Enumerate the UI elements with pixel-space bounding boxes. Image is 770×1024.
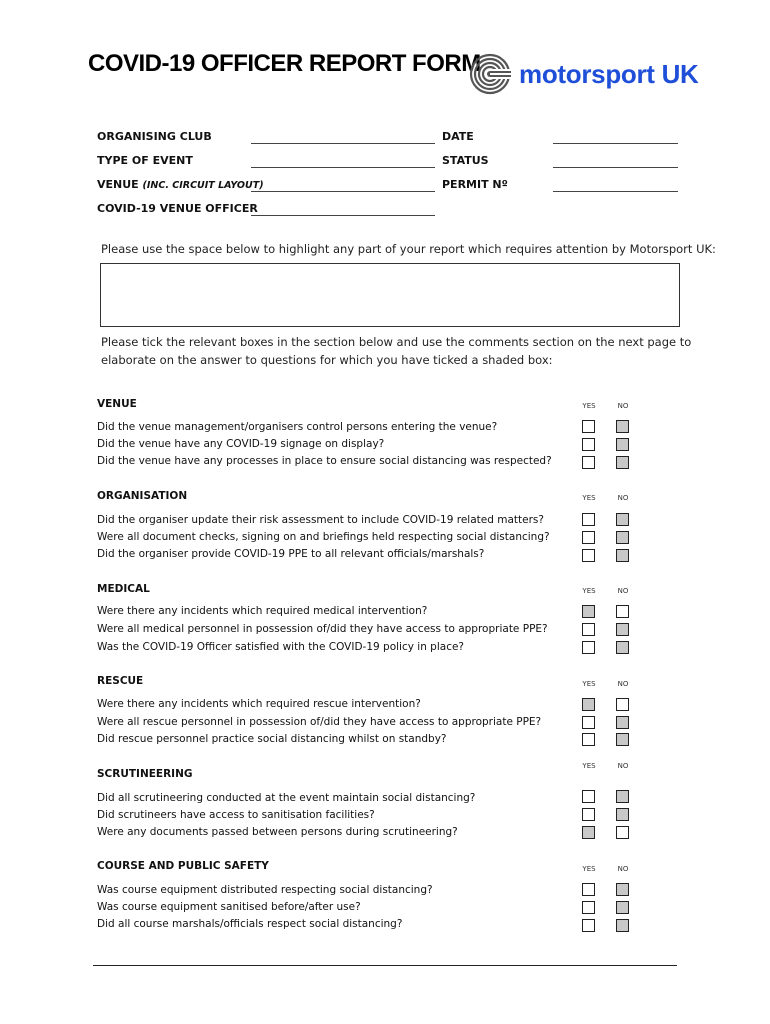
question-text: Did the organiser update their risk assessment to include COVID-19 related matters?: [97, 514, 544, 526]
yes-column-header: YES: [582, 762, 596, 770]
no-checkbox[interactable]: [616, 549, 629, 562]
yes-checkbox[interactable]: [582, 531, 595, 544]
no-column-header: NO: [617, 865, 629, 873]
no-checkbox[interactable]: [616, 733, 629, 746]
yes-checkbox[interactable]: [582, 808, 595, 821]
section-title-rescue: RESCUE: [97, 675, 144, 687]
venue-field[interactable]: [251, 191, 435, 192]
yes-checkbox[interactable]: [582, 623, 595, 636]
yes-checkbox[interactable]: [582, 883, 595, 896]
yes-column-header: YES: [582, 402, 596, 410]
no-checkbox[interactable]: [616, 605, 629, 618]
status-field[interactable]: [553, 167, 678, 168]
section-title-organisation: ORGANISATION: [97, 490, 188, 502]
no-checkbox[interactable]: [616, 641, 629, 654]
no-checkbox[interactable]: [616, 513, 629, 526]
no-column-header: NO: [617, 762, 629, 770]
yes-checkbox[interactable]: [582, 605, 595, 618]
yes-checkbox[interactable]: [582, 826, 595, 839]
yes-checkbox[interactable]: [582, 513, 595, 526]
yes-checkbox[interactable]: [582, 901, 595, 914]
no-checkbox[interactable]: [616, 456, 629, 469]
no-checkbox[interactable]: [616, 698, 629, 711]
yes-checkbox[interactable]: [582, 919, 595, 932]
no-checkbox[interactable]: [616, 716, 629, 729]
yes-checkbox[interactable]: [582, 790, 595, 803]
highlight-prompt: Please use the space below to highlight any part of your report which requires attention by Motorsport UK:: [101, 242, 716, 256]
no-checkbox[interactable]: [616, 826, 629, 839]
question-text: Were all medical personnel in possession of/did they have access to appropriate PPE?: [97, 623, 548, 635]
question-text: Were there any incidents which required medical intervention?: [97, 605, 428, 617]
type-of-event-label: TYPE OF EVENT: [97, 154, 193, 167]
no-column-header: NO: [617, 494, 629, 502]
yes-column-header: YES: [582, 865, 596, 873]
officer-label: COVID-19 VENUE OFFICER: [97, 202, 258, 215]
highlight-comment-box[interactable]: [100, 263, 680, 327]
question-text: Did the organiser provide COVID-19 PPE to all relevant officials/marshals?: [97, 548, 485, 560]
venue-label-note: (INC. CIRCUIT LAYOUT): [142, 180, 264, 191]
yes-column-header: YES: [582, 680, 596, 688]
brand-name: motorsport UK: [519, 58, 699, 89]
motorsport-uk-logo: [469, 53, 699, 95]
no-checkbox[interactable]: [616, 901, 629, 914]
section-title-venue: VENUE: [97, 398, 137, 410]
status-label: STATUS: [442, 154, 489, 167]
yes-column-header: YES: [582, 494, 596, 502]
yes-checkbox[interactable]: [582, 641, 595, 654]
yes-checkbox[interactable]: [582, 438, 595, 451]
no-checkbox[interactable]: [616, 623, 629, 636]
no-checkbox[interactable]: [616, 438, 629, 451]
no-checkbox[interactable]: [616, 790, 629, 803]
no-column-header: NO: [617, 587, 629, 595]
question-text: Was the COVID-19 Officer satisfied with the COVID-19 policy in place?: [97, 641, 465, 653]
question-text: Were all rescue personnel in possession of/did they have access to appropriate PPE?: [97, 716, 542, 728]
tick-instructions-line-2: elaborate on the answer to questions for which you have ticked a shaded box:: [101, 353, 553, 367]
section-title-scrutineering: SCRUTINEERING: [97, 768, 193, 780]
yes-checkbox[interactable]: [582, 456, 595, 469]
yes-column-header: YES: [582, 587, 596, 595]
no-checkbox[interactable]: [616, 919, 629, 932]
no-checkbox[interactable]: [616, 420, 629, 433]
yes-checkbox[interactable]: [582, 698, 595, 711]
question-text: Were all document checks, signing on and briefings held respecting social distancing?: [97, 531, 550, 543]
question-text: Did the venue have any COVID-19 signage on display?: [97, 438, 385, 450]
no-checkbox[interactable]: [616, 883, 629, 896]
question-text: Did the venue have any processes in place to ensure social distancing was respected?: [97, 455, 552, 467]
section-title-course-and-public-safety: COURSE AND PUBLIC SAFETY: [97, 860, 269, 872]
yes-checkbox[interactable]: [582, 716, 595, 729]
permit-field[interactable]: [553, 191, 678, 192]
no-checkbox[interactable]: [616, 531, 629, 544]
date-label: DATE: [442, 130, 474, 143]
venue-label: [97, 178, 264, 191]
officer-field[interactable]: [251, 215, 435, 216]
no-checkbox[interactable]: [616, 808, 629, 821]
yes-checkbox[interactable]: [582, 420, 595, 433]
footer-divider: [93, 965, 677, 966]
yes-checkbox[interactable]: [582, 733, 595, 746]
no-column-header: NO: [617, 680, 629, 688]
permit-label: PERMIT Nº: [442, 178, 508, 191]
venue-label-text: VENUE: [97, 178, 139, 191]
question-text: Did all course marshals/officials respect social distancing?: [97, 918, 403, 930]
question-text: Did rescue personnel practice social distancing whilst on standby?: [97, 733, 447, 745]
organising-club-label: ORGANISING CLUB: [97, 130, 212, 143]
question-text: Were any documents passed between persons during scrutineering?: [97, 826, 458, 838]
question-text: Was course equipment sanitised before/after use?: [97, 901, 361, 913]
form-title: COVID-19 OFFICER REPORT FORM: [88, 50, 481, 77]
type-of-event-field[interactable]: [251, 167, 435, 168]
section-title-medical: MEDICAL: [97, 583, 150, 595]
yes-checkbox[interactable]: [582, 549, 595, 562]
question-text: Did all scrutineering conducted at the event maintain social distancing?: [97, 792, 476, 804]
question-text: Did the venue management/organisers control persons entering the venue?: [97, 421, 498, 433]
tick-instructions-line-1: Please tick the relevant boxes in the section below and use the comments section on the next page to: [101, 335, 692, 349]
organising-club-field[interactable]: [251, 143, 435, 144]
question-text: Were there any incidents which required rescue intervention?: [97, 698, 421, 710]
roundel-icon: [469, 53, 511, 95]
no-column-header: NO: [617, 402, 629, 410]
date-field[interactable]: [553, 143, 678, 144]
question-text: Was course equipment distributed respecting social distancing?: [97, 884, 433, 896]
question-text: Did scrutineers have access to sanitisation facilities?: [97, 809, 375, 821]
